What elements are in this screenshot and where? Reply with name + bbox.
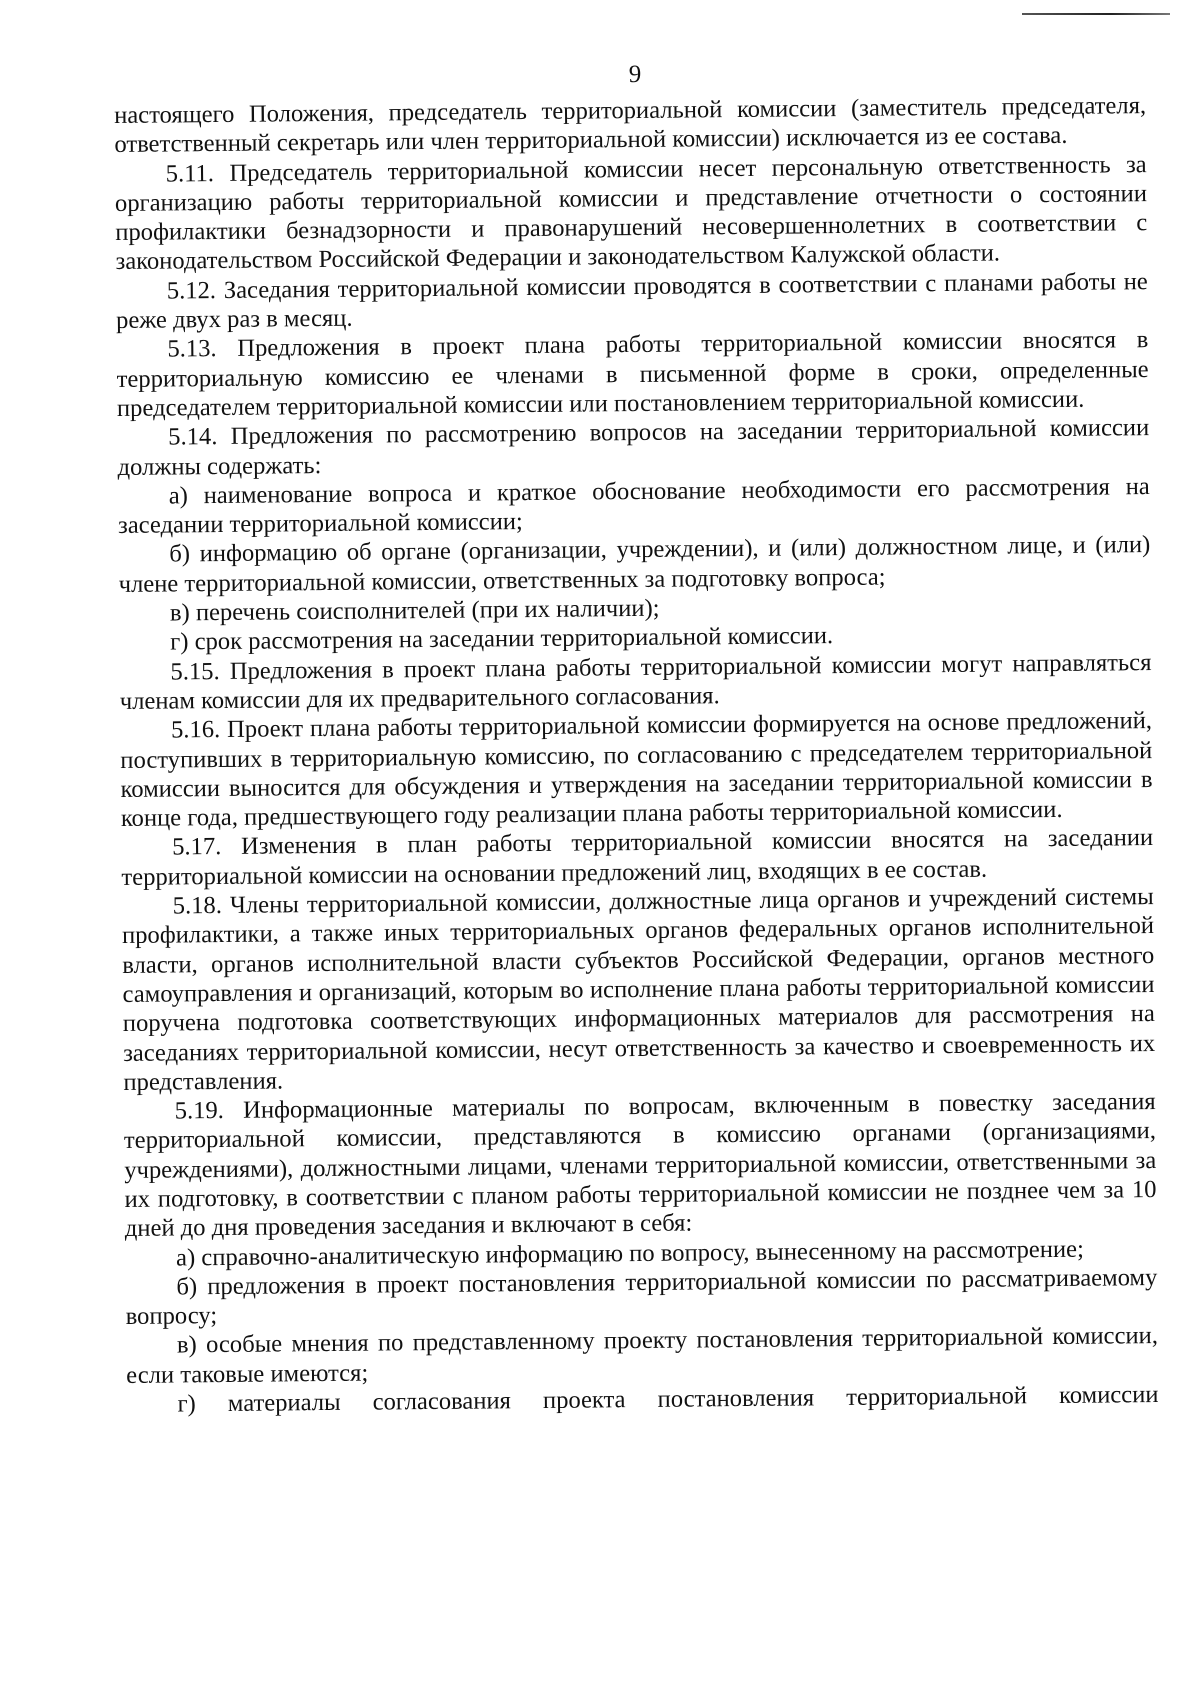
paragraph-9: г) срок рассмотрения на заседании территориальной комиссии. bbox=[170, 622, 834, 656]
paragraph-8: в) перечень соисполнителей (при их наличии); bbox=[169, 594, 660, 627]
page-number: 9 bbox=[628, 61, 642, 88]
paragraph-7: б) информацию об органе (организации, учреждении), и (или) должностном лице, и (или) члене территориальной комиссии, ответственных за подготовку вопроса; bbox=[118, 531, 1151, 598]
paragraph-2: 5.11. Председатель территориальной комиссии несет персональную ответственность за организацию работы территориальной комиссии и представление отчетности о состоянии профилактики безнадзорности и правонарушений несовершеннолетних в соответствии с законодательством Российской Федерации и законодательством Калужской области. bbox=[114, 150, 1148, 276]
paragraph-1: настоящего Положения, председатель территориальной комиссии (заместитель председателя, ответственный секретарь или член территориальной комиссии) исключается из ее состава. bbox=[114, 92, 1147, 159]
paragraph-5: 5.14. Предложения по рассмотрению вопросов на заседании территориальной комиссии должны содержать: bbox=[117, 414, 1150, 481]
paragraph-16: б) предложения в проект постановления территориальной комиссии по рассматриваемому вопросу; bbox=[125, 1263, 1158, 1331]
paragraph-17: в) особые мнения по представленному проекту постановления территориальной комиссии, если таковые имеются; bbox=[126, 1322, 1159, 1389]
paragraph-10: 5.15. Предложения в проект плана работы территориальной комиссии могут направляться членам комиссии для их предварительного согласования. bbox=[119, 648, 1152, 715]
paragraph-6: а) наименование вопроса и краткое обоснование необходимости его рассмотрения на заседании территориальной комиссии; bbox=[117, 472, 1150, 540]
paragraph-15: а) справочно-аналитическую информацию по вопросу, вынесенному на рассмотрение; bbox=[175, 1235, 1084, 1272]
document-body bbox=[114, 91, 1159, 1419]
paragraph-11: 5.16. Проект плана работы территориальной комиссии формируется на основе предложений, поступивших в территориальную комиссию, по согласованию с председателем территориальной комиссии выносится для обсуждения и утверждения на заседании территориальной комиссии в конце года, предшествующего году реализации плана работы территориальной комиссии. bbox=[120, 707, 1153, 833]
paragraph-14: 5.19. Информационные материалы по вопросам, включенным в повестку заседания территориальной комиссии, представляются в комиссию органами (организациями, учреждениями), должностными лицами, членами территориальной комиссии, ответственными за их подготовку, в соответствии с планом работы территориальной комиссии не позднее чем за 10 дней до дня проведения заседания и включают в себя: bbox=[123, 1088, 1157, 1243]
paragraph-3: 5.12. Заседания территориальной комиссии проводятся в соответствии с планами работы не реже двух раз в месяц. bbox=[115, 267, 1148, 335]
paragraph-12: 5.17. Изменения в план работы территориальной комиссии вносятся на заседании территориальной комиссии на основании предложений лиц, входящих в ее состав. bbox=[121, 824, 1154, 891]
scan-edge-mark bbox=[1022, 13, 1170, 15]
paragraph-4: 5.13. Предложения в проект плана работы территориальной комиссии вносятся в территориальную комиссию ее членами в письменной форме в сроки, определенные председателем территориальной комиссии или постановлением территориальной комиссии. bbox=[116, 326, 1149, 422]
paragraph-13: 5.18. Члены территориальной комиссии, должностные лица органов и учреждений системы профилактики, а также иных территориальных органов федеральных органов исполнительной власти, органов исполнительной власти субъектов Российской Федерации, органов местного самоуправления и организаций, которым во исполнение плана работы территориальной комиссии поручена подготовка соответствующих информационных материалов для рассмотрения на заседаниях территориальной комиссии, несут ответственность за качество и своевременность их представления. bbox=[121, 883, 1156, 1096]
paragraph-18: г) материалы согласования проекта постановления территориальной комиссии bbox=[177, 1381, 1159, 1418]
